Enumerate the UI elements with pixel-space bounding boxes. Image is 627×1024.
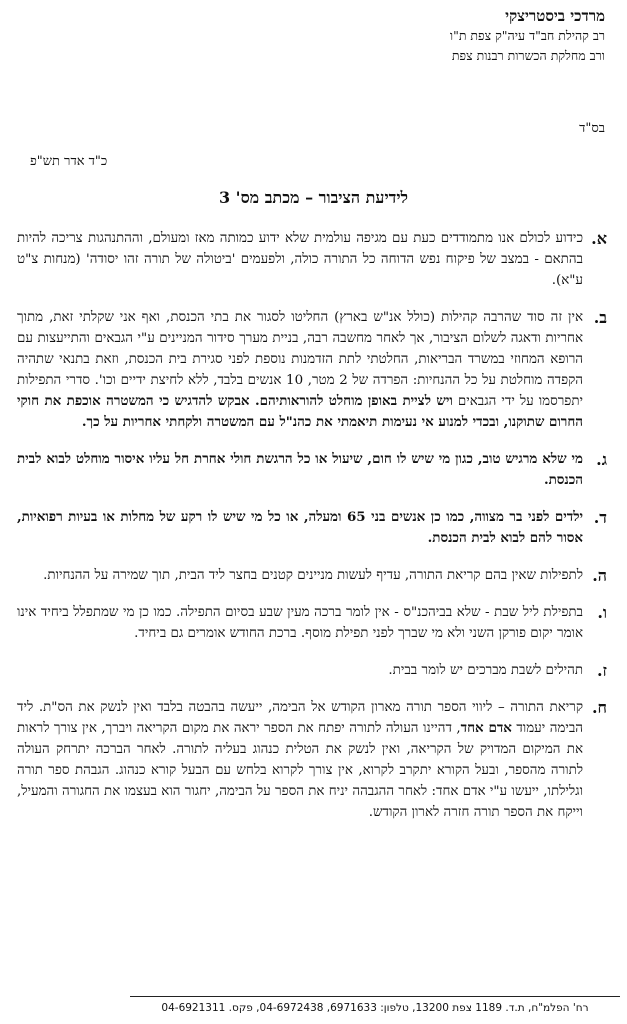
letter-date: כ"ד אדר תש"פ — [30, 154, 108, 169]
list-item — [17, 228, 607, 291]
item-letter: ו. — [597, 603, 607, 622]
item-letter: ג. — [596, 450, 607, 469]
item-text-part: אין זה סוד שהרבה קהילות (כולל אנ"ש בארץ) החליטו לסגור את בתי הכנסת, ואף אני שקלתי זאת, מתוך אחריות ודאגה לשלום הציבור, אך לאחר מחשבה רבה, בניית מערך סידור המניינים ע"י הגבאים והתייעצות עם הרופא המחוזי במשרד הבריאות, החלטתי לתת הזדמנות נוספת לפני סגירת בית הכנסת, וזאת בתנאי שתהיה הקפדה מוחלטת על כל ההנחיות: הפרדה של 2 מטר, 10 אנשים בלבד, ללא לחיצת ידיים וכו'. סדרי התפילות יתפרסמו על ידי הגבאים — [17, 310, 584, 409]
letterhead-title-2: ורב מחלקת הכשרות רבנות צפת — [451, 48, 605, 63]
item-letter: ב. — [593, 308, 607, 327]
item-text-part: , דהיינו העולה לתורה יפתח את הספר יראה את מקום הקריאה ויברך, אין צורך לראות את המיקום המדויק של הקריאה, ואין לנשק את הטלית כנהוג בעליה לתורה. לאחר הברכה יתרחק העולה לתורה מהספר, ובעל הקורא יתקרב לקרוא, אין צורך לקרוא בלחש עם הבעל קורא כנהוג. הגבהת ספר תורה וגלילתו, ייעשו ע"י אדם אחד: לאחר ההגבהה יניח את הספר על הבימה, יחגור הוא בעצמו את החגורה והמעיל, וייקח את הספר תורה חזרה לארון הקודש. — [17, 721, 583, 820]
letterhead — [85, 6, 605, 66]
item-text-bold: ויש לציית באופן מוחלט להוראותיהם. אבקש להדגיש כי המשטרה אוכפת את חוקי החרום שתוקנו, ובכדי למנוע אי נעימות תיאמתי את כהנ"ל עם המשטרה ולקחתי אחריות על כך. — [17, 393, 583, 430]
letterhead-title-1: רב קהילת חב"ד עיה"ק צפת ת"ו — [449, 28, 605, 43]
item-letter: א. — [591, 229, 607, 248]
item-text — [17, 697, 583, 823]
list-item — [17, 507, 607, 549]
item-text-bold: מי שלא מרגיש טוב, כגון מי שיש לו חום, שיעול או כל הרגשת חולי אחרת חל עליו איסור מוחלט לבוא לבית הכנסת. — [17, 451, 583, 488]
item-letter: ה. — [592, 566, 607, 585]
item-text — [17, 602, 583, 644]
bsd-header: בס"ד — [579, 121, 605, 136]
item-letter: ז. — [596, 661, 607, 680]
item-text — [17, 565, 583, 586]
letterhead-name: מרדכי ביסטריצקי — [505, 7, 605, 25]
list-item — [17, 697, 607, 823]
item-text-part: קריאת התורה – ליווי הספר תורה מארון הקודש אל הבימה, ייעשה בהבטה בלבד ואין לנשק את הס"ת. ליד הבימה יעמוד — [17, 700, 583, 736]
list-item — [17, 565, 607, 586]
item-letter: ח. — [591, 698, 607, 717]
item-text-part: בתפילת ליל שבת - שלא בביהכנ"ס - אין לומר ברכה מעין שבע בסיום התפילה. כמו כן מי שמתפלל ביחיד אינו אומר יקום פורקן השני ולא מי שברך לפני תפילת מוסף. ברכת החודש אומרים גם ביחיד. — [17, 605, 583, 641]
item-text-part: תהילים לשבת מברכים יש לומר בבית. — [388, 663, 583, 678]
item-text-bold: ילדים לפני בר מצווה, כמו כן אנשים בני 65 ומעלה, או כל מי שיש לו רקע של מחלות או בעיות רפואיות, אסור להם לבוא לבית הכנסת. — [17, 509, 583, 546]
item-text-bold: אדם אחד — [460, 720, 512, 736]
list-item — [17, 660, 607, 681]
list-item — [17, 449, 607, 491]
list-item — [17, 602, 607, 644]
item-text — [17, 307, 583, 433]
item-text-part: לתפילות שאין בהם קריאת התורה, עדיף לעשות מניינים קטנים בחצר ליד הבית, תוך שמירה על ההנחיות. — [43, 568, 583, 583]
item-text — [17, 449, 583, 491]
footer-contact: רח' הפלמ"ח, ת.ד. 1189 צפת 13200, טלפון: 6971633, 04-6972438, פקס. 04-6921311 — [130, 996, 620, 1014]
item-text-part: כידוע לכולם אנו מתמודדים כעת עם מגיפה עולמית שלא ידוע כמותה מאז ומעולם, וההתנהגות צריכה להיות בהתאם - במצב של פיקוח נפש הדוחה כל התורה כולה, ולפעמים 'ביטולה של תורה זהו יסודה' (מנחות צ"ט ע"א). — [17, 231, 583, 288]
letter-title: לידיעת הציבור – מכתב מס' 3 — [218, 188, 409, 207]
item-text — [17, 660, 583, 681]
instructions-list — [17, 228, 607, 839]
item-text — [17, 507, 583, 549]
item-text — [17, 228, 583, 291]
item-letter: ד. — [593, 508, 607, 527]
list-item — [17, 307, 607, 433]
